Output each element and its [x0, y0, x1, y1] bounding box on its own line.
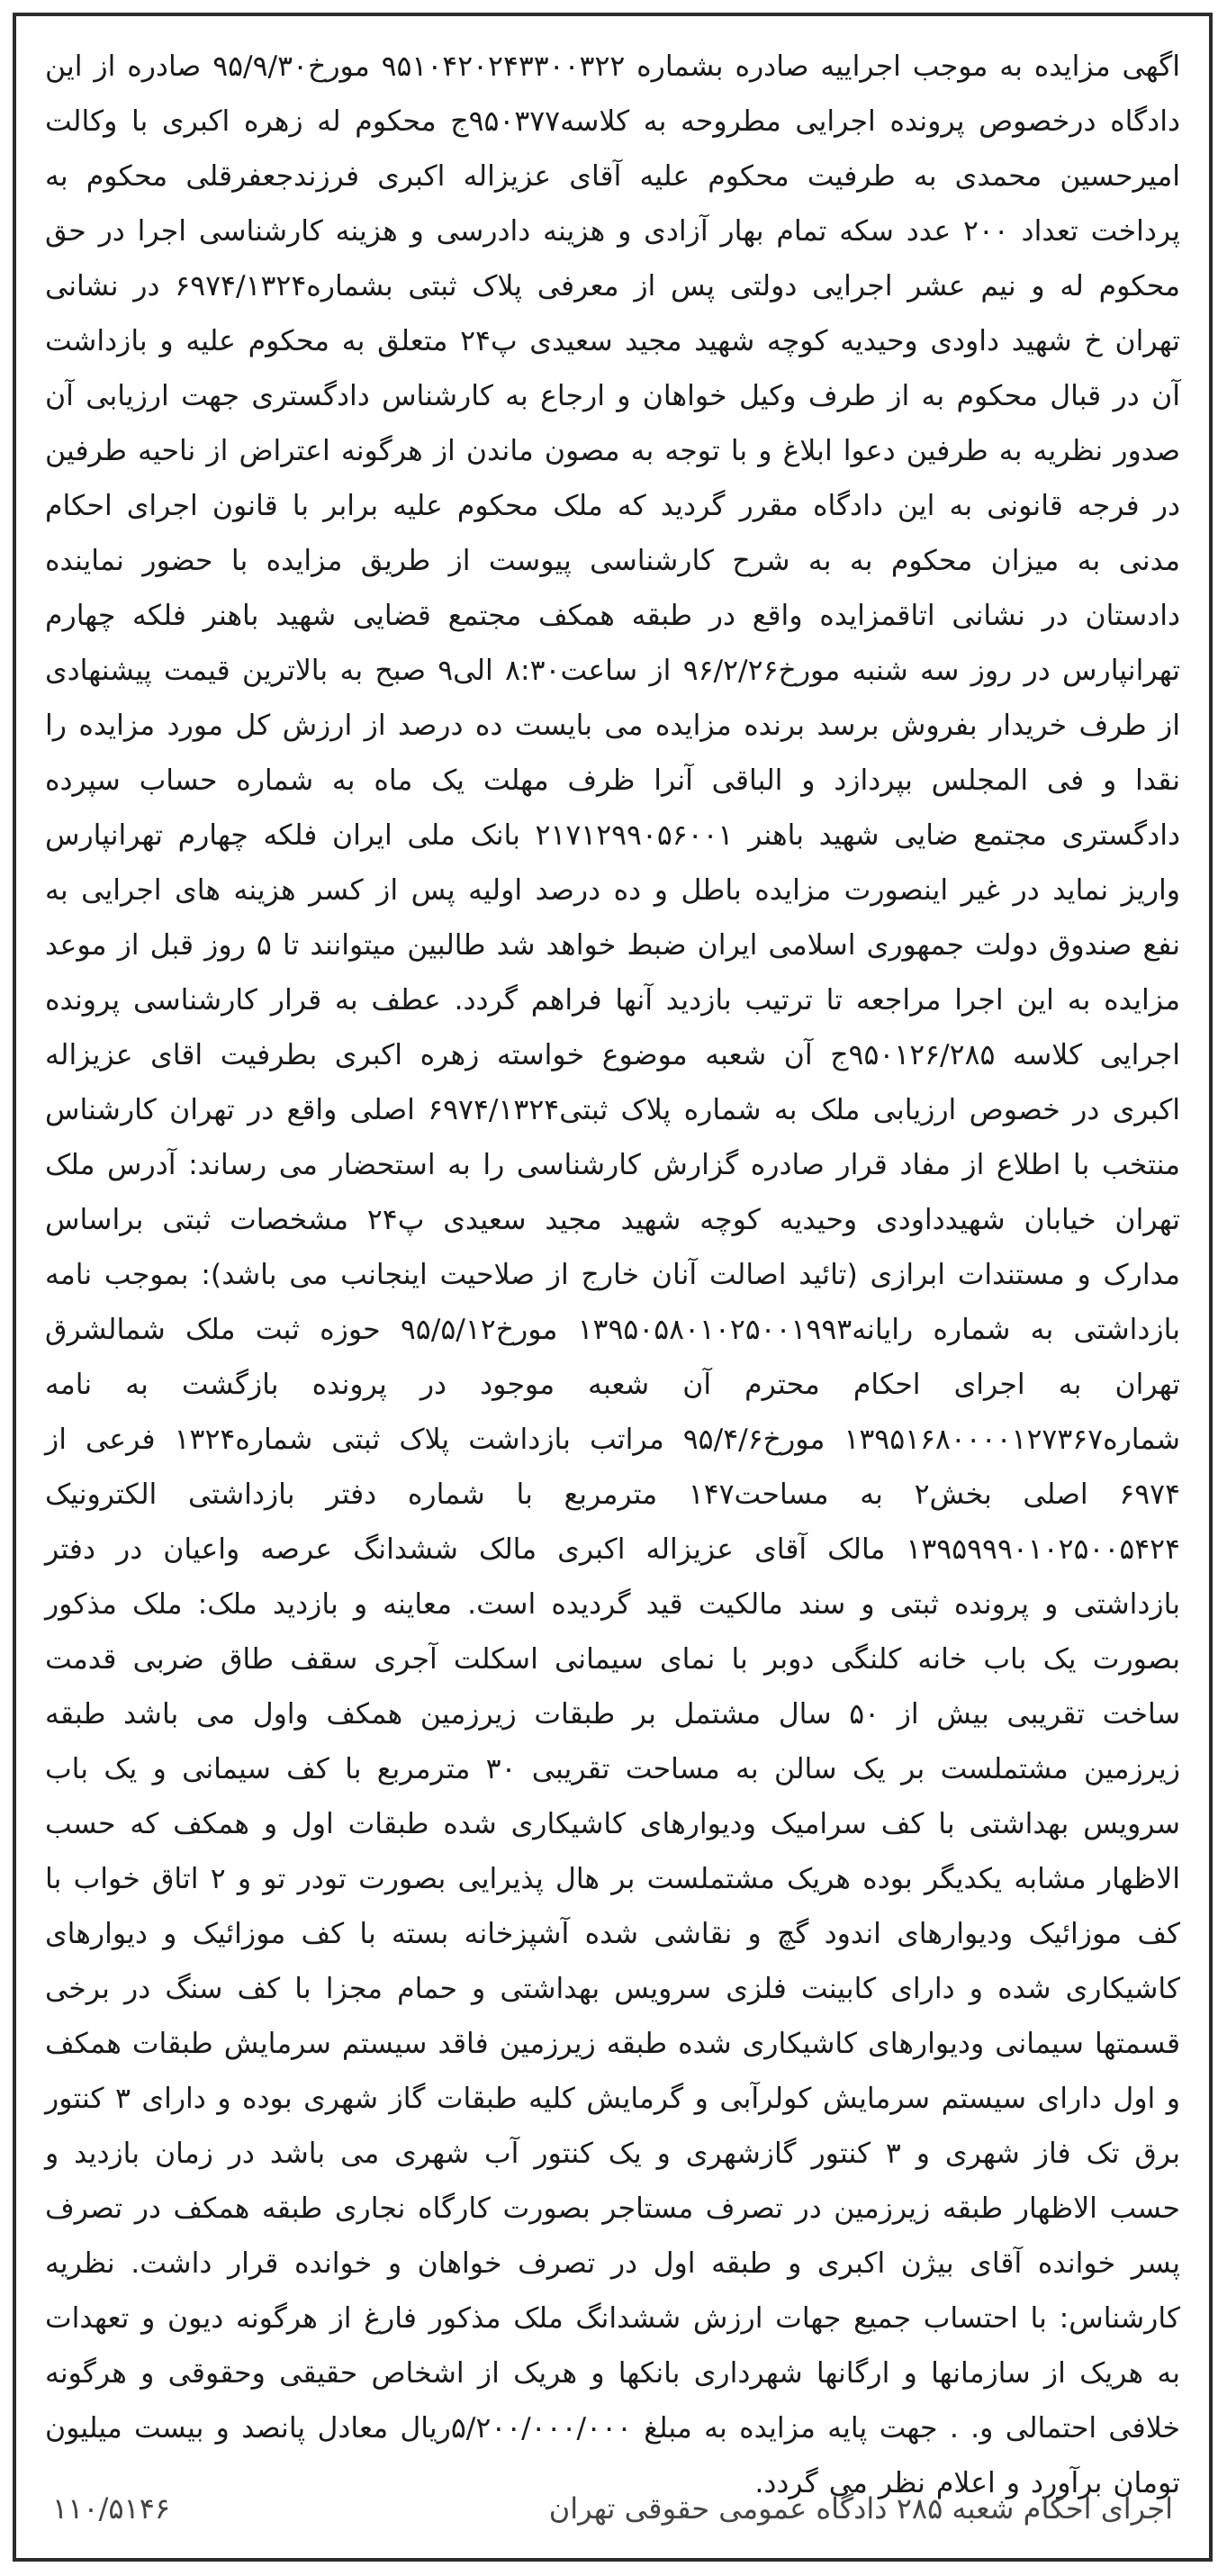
notice-frame	[13, 13, 1213, 2562]
notice-footer	[52, 2477, 1173, 2540]
notice-body	[45, 40, 1180, 2511]
notice-code: ۱۱۰/۵۱۴۶	[52, 2491, 171, 2526]
issuing-authority: اجرای احکام شعبه ۲۸۵ دادگاه عمومی حقوقی تهران	[548, 2491, 1173, 2526]
notice-paragraph: اگهی مزایده به موجب اجراییه صادره بشماره ۹۵۱۰۴۲۰۲۴۳۳۰۰۳۲۲ مورخ۹۵/۹/۳۰ صادره از این دادگاه درخصوص پرونده اجرایی مطروحه به کلاسه۹۵۰۳۷۷ج محکوم له زهره اکبری با وکالت امیرحسین محمدی به طرفیت محکوم علیه آقای عزیزاله اکبری فرزندجعفرقلی محکوم به پرداخت تعداد ۲۰۰ عدد سکه تمام بهار آزادی و هزینه دادرسی و هزینه کارشناسی اجرا در حق محکوم له و نیم عشر اجرایی دولتی پس از معرفی پلاک ثبتی بشماره۶۹۷۴/۱۳۲۴ در نشانی تهران خ شهید داودی وحیدیه کوچه شهید مجید سعیدی پ۲۴ متعلق به محکوم علیه و بازداشت آن در قبال محکوم به از طرف وکیل خواهان و ارجاع به کارشناس دادگستری جهت ارزیابی آن صدور نظریه به طرفین دعوا ابلاغ و با توجه به مصون ماندن از هرگونه اعتراض از ناحیه طرفین در فرجه قانونی به این دادگاه مقرر گردید که ملک محکوم علیه برابر با قانون اجرای احکام مدنی به میزان محکوم به به شرح کارشناسی پیوست از طریق مزایده با حضور نماینده دادستان در نشانی اتاقمزایده واقع در طبقه همکف مجتمع قضایی شهید باهنر فلکه چهارم تهرانپارس در روز سه شنبه مورخ۹۶/۲/۲۶ از ساعت۸:۳۰ الی۹ صبح به بالاترین قیمت پیشنهادی از طرف خریدار بفروش برسد برنده مزایده می بایست ده درصد از ارزش کل مورد مزایده را نقدا و فی المجلس بپردازد و الباقی آنرا ظرف مهلت یک ماه به شماره حساب سپرده دادگستری مجتمع ضایی شهید باهنر ۲۱۷۱۲۹۹۰۵۶۰۰۱ بانک ملی ایران فلکه چهارم تهرانپارس واریز نماید در غیر اینصورت مزایده باطل و ده درصد اولیه پس از کسر هزینه های اجرایی به نفع صندوق دولت جمهوری اسلامی ایران ضبط خواهد شد طالبین میتوانند تا ۵ روز قبل از موعد مزایده به این اجرا مراجعه تا ترتیب بازدید آنها فراهم گردد. عطف به قرار کارشناسی پرونده اجرایی کلاسه ۹۵۰۱۲۶/۲۸۵ج آن شعبه موضوع خواسته زهره اکبری بطرفیت اقای عزیزاله اکبری در خصوص ارزیابی ملک به شماره پلاک ثبتی۶۹۷۴/۱۳۲۴ اصلی واقع در تهران کارشناس منتخب با اطلاع از مفاد قرار صادره گزارش کارشناسی را به استحضار می رساند: آدرس ملک تهران خیابان شهیدداودی وحیدیه کوچه شهید مجید سعیدی پ۲۴ مشخصات ثبتی براساس مدارک و مستندات ابرازی (تائید اصالت آنان خارج از صلاحیت اینجانب می باشد): بموجب نامه بازداشتی به شماره رایانه۱۳۹۵۰۵۸۰۱۰۲۵۰۰۱۹۹۳ مورخ۹۵/۵/۱۲ حوزه ثبت ملک شمالشرق تهران به اجرای احکام محترم آن شعبه موجود در پرونده بازگشت به نامه شماره۱۳۹۵۱۶۸۰۰۰۰۱۲۷۳۶۷ مورخ۹۵/۴/۶ مراتب بازداشت پلاک ثبتی شماره۱۳۲۴ فرعی از ۶۹۷۴ اصلی بخش۲ به مساحت۱۴۷ مترمربع با شماره دفتر بازداشتی الکترونیک ۱۳۹۵۹۹۹۰۱۰۲۵۰۰۵۴۲۴ مالک آقای عزیزاله اکبری مالک ششدانگ عرصه واعیان در دفتر بازداشتی و پرونده ثبتی و سند مالکیت قید گردیده است. معاینه و بازدید ملک: ملک مذکور بصورت یک باب خانه کلنگی دوبر با نمای سیمانی اسکلت آجری سقف طاق ضربی قدمت ساخت تقریبی بیش از ۵۰ سال مشتمل بر طبقات زیرزمین همکف واول می باشد طبقه زیرزمین مشتملست بر یک سالن به مساحت تقریبی ۳۰ مترمربع با کف سیمانی و یک باب سرویس بهداشتی با کف سرامیک ودیوارهای کاشیکاری شده طبقات اول و همکف که حسب الاظهار مشابه یکدیگر بوده هریک مشتملست بر هال پذیرایی بصورت تودر تو و ۲ اتاق خواب با کف موزائیک ودیوارهای اندود گچ و نقاشی شده آشپزخانه بسته با کف موزائیک و دیوارهای کاشیکاری شده و دارای کابینت فلزی سرویس بهداشتی و حمام مجزا با کف سنگ در برخی قسمتها سیمانی ودیوارهای کاشیکاری شده طبقه زیرزمین فاقد سیستم سرمایش طبقات همکف و اول دارای سیستم سرمایش کولرآبی و گرمایش کلیه طبقات گاز شهری بوده و دارای ۳ کنتور برق تک فاز شهری و ۳ کنتور گازشهری و یک کنتور آب شهری می باشد در زمان بازدید و حسب الاظهار طبقه زیرزمین در تصرف مستاجر بصورت کارگاه نجاری طبقه همکف در تصرف پسر خوانده آقای بیژن اکبری و طبقه اول در تصرف خواهان و خوانده قرار داشت. نظریه کارشناس: با احتساب جمیع جهات ارزش ششدانگ ملک مذکور فارغ از هرگونه دیون و تعهدات به هریک از سازمانها و ارگانها شهرداری بانکها و هریک از اشخاص حقیقی وحقوقی و هرگونه خلافی احتمالی و. . جهت پایه مزایده به مبلغ ۵/۲۰۰/۰۰۰/۰۰۰ریال معادل پانصد و بیست میلیون تومان برآورد و اعلام نظر می گردد.	[45, 50, 1180, 2499]
